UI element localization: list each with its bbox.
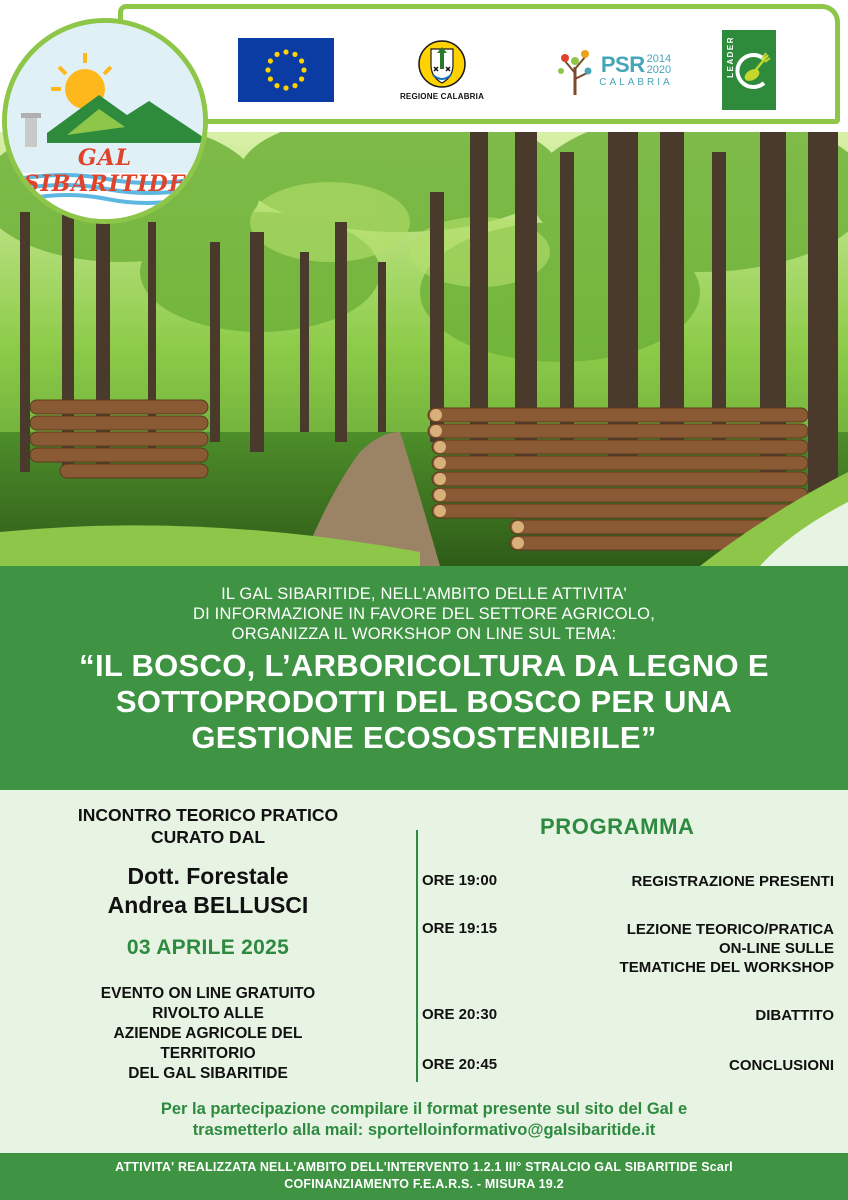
program-time: ORE 20:45: [422, 1056, 498, 1073]
event-line: RIVOLTO ALLE: [152, 1005, 264, 1022]
activity-line: DIBATTITO: [755, 1007, 834, 1024]
psr-label: PSR: [600, 52, 645, 77]
workshop-title: [0, 648, 848, 756]
note-line: trasmetterlo alla mail: sportelloinformativo@galsibaritide.it: [192, 1121, 656, 1139]
psr-year-bottom: 2020: [646, 64, 672, 76]
activity-line: REGISTRAZIONE PRESENTI: [631, 873, 834, 890]
gal-sibaritide-logo-icon: [2, 18, 208, 224]
activity-line: CONCLUSIONI: [729, 1057, 834, 1074]
gal-name: GAL SIBARITIDE: [23, 145, 187, 197]
teacher-line: Andrea BELLUSCI: [107, 892, 309, 918]
program-time: ORE 19:15: [422, 920, 498, 937]
program-time: ORE 20:30: [422, 1006, 498, 1023]
event-line: AZIENDE AGRICOLE DEL: [113, 1025, 303, 1042]
event-line: EVENTO ON LINE GRATUITO: [100, 985, 316, 1002]
teacher-name: [0, 862, 416, 920]
psr-region: CALABRIA: [599, 77, 673, 88]
psr-logo: [544, 36, 684, 104]
details-panel: [0, 790, 848, 1153]
course-line: INCONTRO TEORICO PRATICO: [77, 805, 339, 825]
activity-line: TEMATICHE DEL WORKSHOP: [619, 959, 834, 976]
leader-word: LEADER: [726, 36, 735, 78]
regione-calabria-crest-icon: [417, 39, 467, 89]
program-time: ORE 19:00: [422, 872, 498, 889]
course-heading: [0, 804, 416, 848]
program-item: [422, 920, 834, 977]
workshop-title-line: SOTTOPRODOTTI DEL BOSCO PER UNA: [115, 684, 733, 719]
intro-line: ORGANIZZA IL WORKSHOP ON LINE SUL TEMA:: [231, 625, 617, 643]
psr-year-top: 2014: [646, 53, 672, 65]
participation-note: [0, 1099, 848, 1141]
program-title: PROGRAMMA: [540, 814, 695, 839]
course-line: CURATO DAL: [150, 827, 266, 847]
event-description: [0, 984, 416, 1084]
intro-line: IL GAL SIBARITIDE, NELL'AMBITO DELLE ATTIVITA': [221, 585, 627, 603]
leader-logo-icon: [722, 30, 776, 110]
event-line: TERRITORIO: [160, 1045, 256, 1062]
regione-caption: REGIONE CALABRIA: [399, 92, 485, 101]
program-item: [422, 1056, 834, 1075]
workshop-title-line: “IL BOSCO, L’ARBORICOLTURA DA LEGNO E: [79, 648, 769, 683]
event-line: DEL GAL SIBARITIDE: [128, 1065, 288, 1082]
program-activity: [532, 1006, 834, 1025]
activity-line: LEZIONE TEORICO/PRATICA: [626, 921, 834, 938]
column-divider: [416, 830, 418, 1082]
eu-flag-icon: [238, 38, 334, 102]
program-item: [422, 872, 834, 891]
psr-tree-icon: [555, 43, 595, 97]
event-info: [0, 790, 416, 1090]
eu-stars-icon: [238, 38, 334, 102]
leader-emblem-icon: [734, 47, 774, 93]
footer-line: COFINANZIAMENTO F.E.A.R.S. - MISURA 19.2: [284, 1177, 564, 1191]
program-activity: [532, 872, 834, 891]
footer-line: ATTIVITA' REALIZZATA NELL'AMBITO DELL'INTERVENTO 1.2.1 III° STRALCIO GAL SIBARITIDE Scarl: [115, 1160, 733, 1174]
note-line: Per la partecipazione compilare il format presente sul sito del Gal e: [160, 1100, 688, 1118]
activity-line: ON-LINE SULLE: [719, 940, 834, 957]
intro-text: [0, 584, 848, 644]
regione-calabria-logo: [388, 34, 496, 106]
workshop-title-line: GESTIONE ECOSOSTENIBILE”: [191, 720, 657, 755]
intro-band: [0, 566, 848, 790]
program-activity: [532, 1056, 834, 1075]
footer: [0, 1153, 848, 1200]
program-activity: [532, 920, 834, 977]
teacher-line: Dott. Forestale: [127, 863, 289, 889]
intro-line: DI INFORMAZIONE IN FAVORE DEL SETTORE AGRICOLO,: [193, 605, 655, 623]
program-item: [422, 1006, 834, 1025]
event-date: 03 APRILE 2025: [126, 936, 290, 959]
